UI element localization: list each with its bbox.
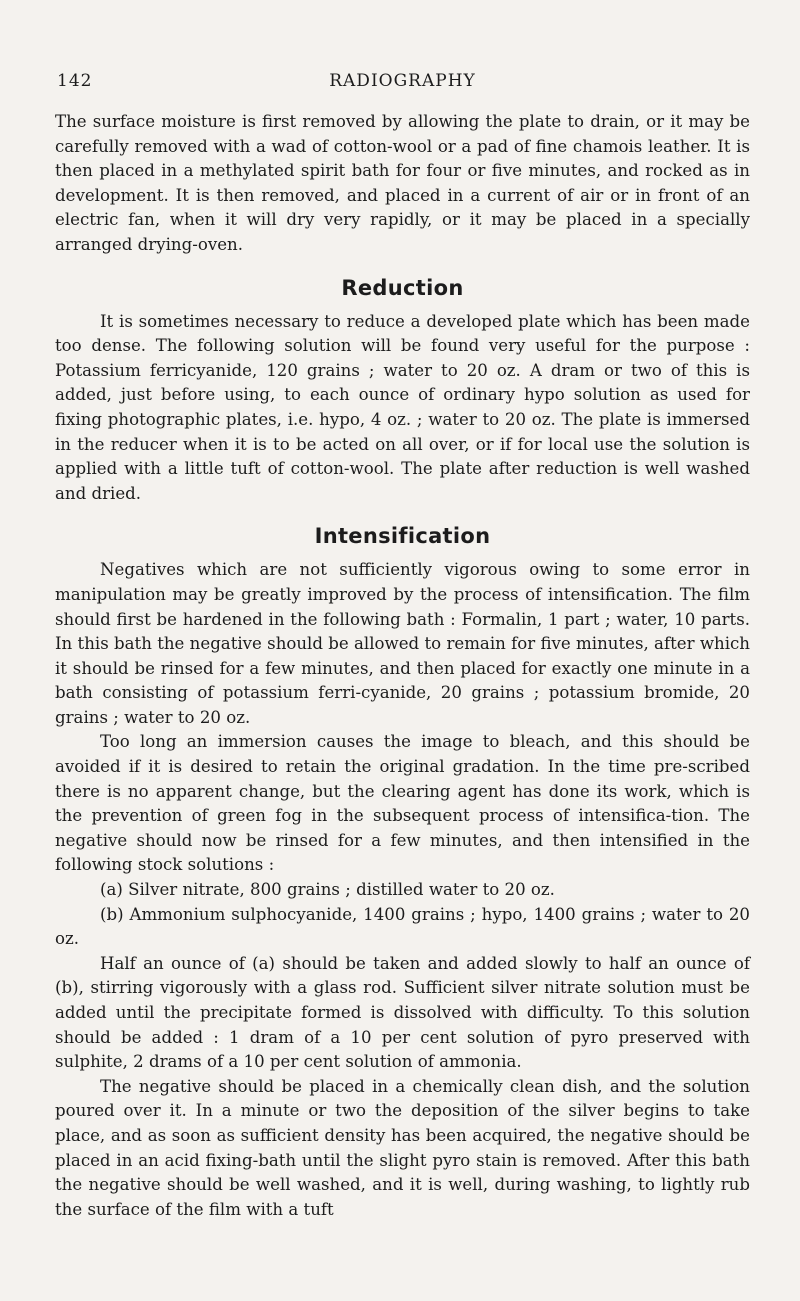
running-head (55, 71, 750, 95)
running-title: RADIOGRAPHY (329, 71, 476, 91)
heading-intensification: Intensification (314, 524, 491, 549)
heading-reduction: Reduction (341, 275, 464, 300)
paragraph-intensification-1: Negatives which are not sufficiently vigorous owing to some error in manipulation may be greatly improved by the process of intensification. The film should first be hardened in the following bath : Formalin, 1 part ; water, 10 parts. In this bath the negative should be allowed to remain for five minutes, after which it should be rinsed for a few minutes, and then placed for exactly one minute in a bath consisting of potassium ferri-cyanide, 20 grains ; potassium bromide, 20 grains ; water to 20 oz. (55, 560, 750, 727)
page-number: 142 (57, 71, 93, 91)
paragraph-intensification-2: Too long an immersion causes the image to bleach, and this should be avoided if it is desired to retain the original gradation. In the time pre-scribed there is no apparent change, but the clearing agent has done its work, which is the prevention of green fog in the subsequent process of intensifica-tion. The negative should now be rinsed for a few minutes, and then intensified in the following stock solutions : (55, 732, 750, 875)
book-page (55, 0, 750, 1301)
body-text (55, 110, 750, 1222)
paragraph-mixing: Half an ounce of (a) should be taken and added slowly to half an ounce of (b), stirring vigorously with a glass rod. Sufficient silver nitrate solution must be added until the precipitate formed is dissolved with difficulty. To this solution should be added : 1 dram of a 10 per cent solution of pyro preserved with sulphite, 2 drams of a 10 per cent solution of ammonia. (55, 953, 750, 1072)
paragraph-drying: The surface moisture is first removed by allowing the plate to drain, or it may be carefully removed with a wad of cotton-wool or a pad of fine chamois leather. It is then placed in a methylated spirit bath for four or five minutes, and rocked as in development. It is then removed, and placed in a current of air or in front of an electric fan, when it will dry very rapidly, or it may be placed in a specially arranged drying-oven. (55, 112, 750, 254)
paragraph-solution-b: (b) Ammonium sulphocyanide, 1400 grains ; hypo, 1400 grains ; water to 20 oz. (55, 904, 750, 949)
paragraph-deposition: The negative should be placed in a chemically clean dish, and the solution poured over it. In a minute or two the deposition of the silver begins to take place, and as soon as sufficient density has been acquired, the negative should be placed in an acid fixing-bath until the slight pyro stain is removed. After this bath the negative should be well washed, and it is well, during washing, to lightly rub the surface of the film with a tuft (55, 1076, 750, 1219)
paragraph-solution-a: (a) Silver nitrate, 800 grains ; distilled water to 20 oz. (100, 880, 555, 900)
paragraph-reduction: It is sometimes necessary to reduce a developed plate which has been made too dense. The following solution will be found very useful for the purpose : Potassium ferricyanide, 120 grains ; water to 20 oz. A dram or two of this is added, just before using, to each ounce of ordinary hypo solution as used for fixing photographic plates, i.e. hypo, 4 oz. ; water to 20 oz. The plate is immersed in the reducer when it is to be acted on all over, or if for local use the solution is applied with a little tuft of cotton-wool. The plate after reduction is well washed and dried. (55, 311, 750, 503)
